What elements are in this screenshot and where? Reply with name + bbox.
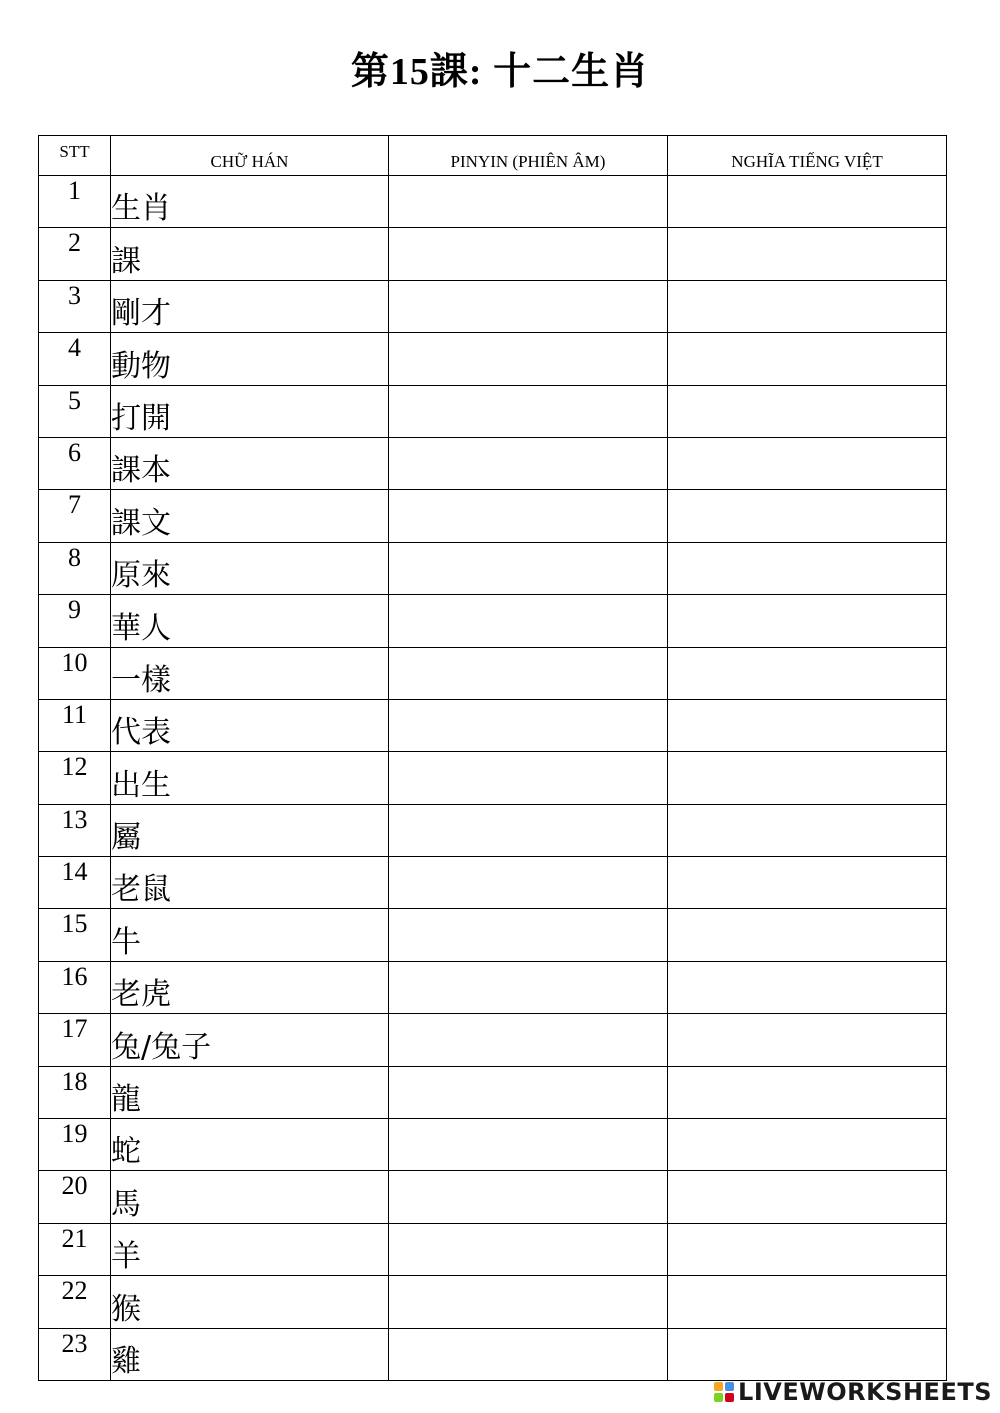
pinyin-answer-cell[interactable] [389,176,668,228]
pinyin-answer-cell[interactable] [389,647,668,699]
meaning-answer-cell[interactable] [668,1014,947,1066]
chinese-word: 屬 [111,804,389,856]
chinese-word: 課文 [111,490,389,542]
meaning-answer-cell[interactable] [668,804,947,856]
meaning-answer-cell[interactable] [668,280,947,332]
table-row [39,333,947,385]
pinyin-answer-cell[interactable] [389,228,668,280]
pinyin-answer-cell[interactable] [389,1119,668,1171]
meaning-answer-cell[interactable] [668,595,947,647]
pinyin-answer-cell[interactable] [389,385,668,437]
meaning-answer-cell[interactable] [668,542,947,594]
table-row [39,595,947,647]
meaning-answer-cell[interactable] [668,752,947,804]
meaning-answer-cell[interactable] [668,333,947,385]
table-row [39,1171,947,1223]
chinese-word: 課本 [111,437,389,489]
meaning-answer-cell[interactable] [668,1328,947,1380]
pinyin-answer-cell[interactable] [389,1328,668,1380]
table-row [39,490,947,542]
table-row [39,542,947,594]
meaning-answer-cell[interactable] [668,1171,947,1223]
row-number: 21 [39,1223,111,1275]
row-number: 22 [39,1276,111,1328]
chinese-word: 華人 [111,595,389,647]
pinyin-answer-cell[interactable] [389,961,668,1013]
row-number: 18 [39,1066,111,1118]
page-title: 第15課: 十二生肖 [350,51,650,93]
chinese-word: 羊 [111,1223,389,1275]
chinese-word: 蛇 [111,1119,389,1171]
table-row [39,1119,947,1171]
pinyin-answer-cell[interactable] [389,280,668,332]
meaning-answer-cell[interactable] [668,385,947,437]
chinese-word: 動物 [111,333,389,385]
meaning-answer-cell[interactable] [668,647,947,699]
meaning-answer-cell[interactable] [668,437,947,489]
header-nghia: NGHĨA TIẾNG VIỆT [668,136,947,176]
row-number: 23 [39,1328,111,1380]
table-row [39,857,947,909]
table-row [39,228,947,280]
table-row [39,1328,947,1380]
row-number: 9 [39,595,111,647]
chinese-word: 雞 [111,1328,389,1380]
pinyin-answer-cell[interactable] [389,595,668,647]
chinese-word: 一樣 [111,647,389,699]
meaning-answer-cell[interactable] [668,1276,947,1328]
row-number: 19 [39,1119,111,1171]
header-pinyin: PINYIN (PHIÊN ÂM) [389,136,668,176]
row-number: 2 [39,228,111,280]
row-number: 4 [39,333,111,385]
pinyin-answer-cell[interactable] [389,542,668,594]
meaning-answer-cell[interactable] [668,1066,947,1118]
row-number: 10 [39,647,111,699]
pinyin-answer-cell[interactable] [389,1066,668,1118]
table-row [39,385,947,437]
table-row [39,1223,947,1275]
chinese-word: 老虎 [111,961,389,1013]
table-row [39,1276,947,1328]
row-number: 1 [39,176,111,228]
vocabulary-table [38,135,947,1381]
meaning-answer-cell[interactable] [668,857,947,909]
liveworksheets-logo-icon [714,1382,734,1402]
chinese-word: 馬 [111,1171,389,1223]
chinese-word: 兔/兔子 [111,1014,389,1066]
pinyin-answer-cell[interactable] [389,699,668,751]
pinyin-answer-cell[interactable] [389,909,668,961]
meaning-answer-cell[interactable] [668,961,947,1013]
table-row [39,1014,947,1066]
table-row [39,176,947,228]
liveworksheets-logo [714,1377,992,1407]
pinyin-answer-cell[interactable] [389,1014,668,1066]
logo-text: LIVEWORKSHEETS [738,1378,992,1406]
row-number: 20 [39,1171,111,1223]
pinyin-answer-cell[interactable] [389,857,668,909]
row-number: 15 [39,909,111,961]
row-number: 5 [39,385,111,437]
chinese-word: 猴 [111,1276,389,1328]
chinese-word: 打開 [111,385,389,437]
row-number: 14 [39,857,111,909]
chinese-word: 剛才 [111,280,389,332]
row-number: 11 [39,699,111,751]
pinyin-answer-cell[interactable] [389,804,668,856]
row-number: 7 [39,490,111,542]
header-stt: STT [39,136,111,176]
table-row [39,280,947,332]
row-number: 8 [39,542,111,594]
table-row [39,804,947,856]
meaning-answer-cell[interactable] [668,909,947,961]
meaning-answer-cell[interactable] [668,176,947,228]
table-row [39,647,947,699]
table-row [39,699,947,751]
pinyin-answer-cell[interactable] [389,333,668,385]
row-number: 3 [39,280,111,332]
pinyin-answer-cell[interactable] [389,490,668,542]
table-row [39,961,947,1013]
pinyin-answer-cell[interactable] [389,1171,668,1223]
meaning-answer-cell[interactable] [668,1119,947,1171]
pinyin-answer-cell[interactable] [389,752,668,804]
table-row [39,752,947,804]
chinese-word: 出生 [111,752,389,804]
table-row [39,1066,947,1118]
chinese-word: 課 [111,228,389,280]
meaning-answer-cell[interactable] [668,490,947,542]
table-row [39,909,947,961]
row-number: 16 [39,961,111,1013]
chinese-word: 老鼠 [111,857,389,909]
chinese-word: 生肖 [111,176,389,228]
pinyin-answer-cell[interactable] [389,437,668,489]
row-number: 13 [39,804,111,856]
pinyin-answer-cell[interactable] [389,1276,668,1328]
meaning-answer-cell[interactable] [668,228,947,280]
chinese-word: 代表 [111,699,389,751]
row-number: 6 [39,437,111,489]
chinese-word: 牛 [111,909,389,961]
table-header-row [39,136,947,176]
row-number: 12 [39,752,111,804]
pinyin-answer-cell[interactable] [389,1223,668,1275]
chinese-word: 原來 [111,542,389,594]
meaning-answer-cell[interactable] [668,699,947,751]
table-row [39,437,947,489]
header-chu-han: CHỮ HÁN [111,136,389,176]
chinese-word: 龍 [111,1066,389,1118]
row-number: 17 [39,1014,111,1066]
meaning-answer-cell[interactable] [668,1223,947,1275]
